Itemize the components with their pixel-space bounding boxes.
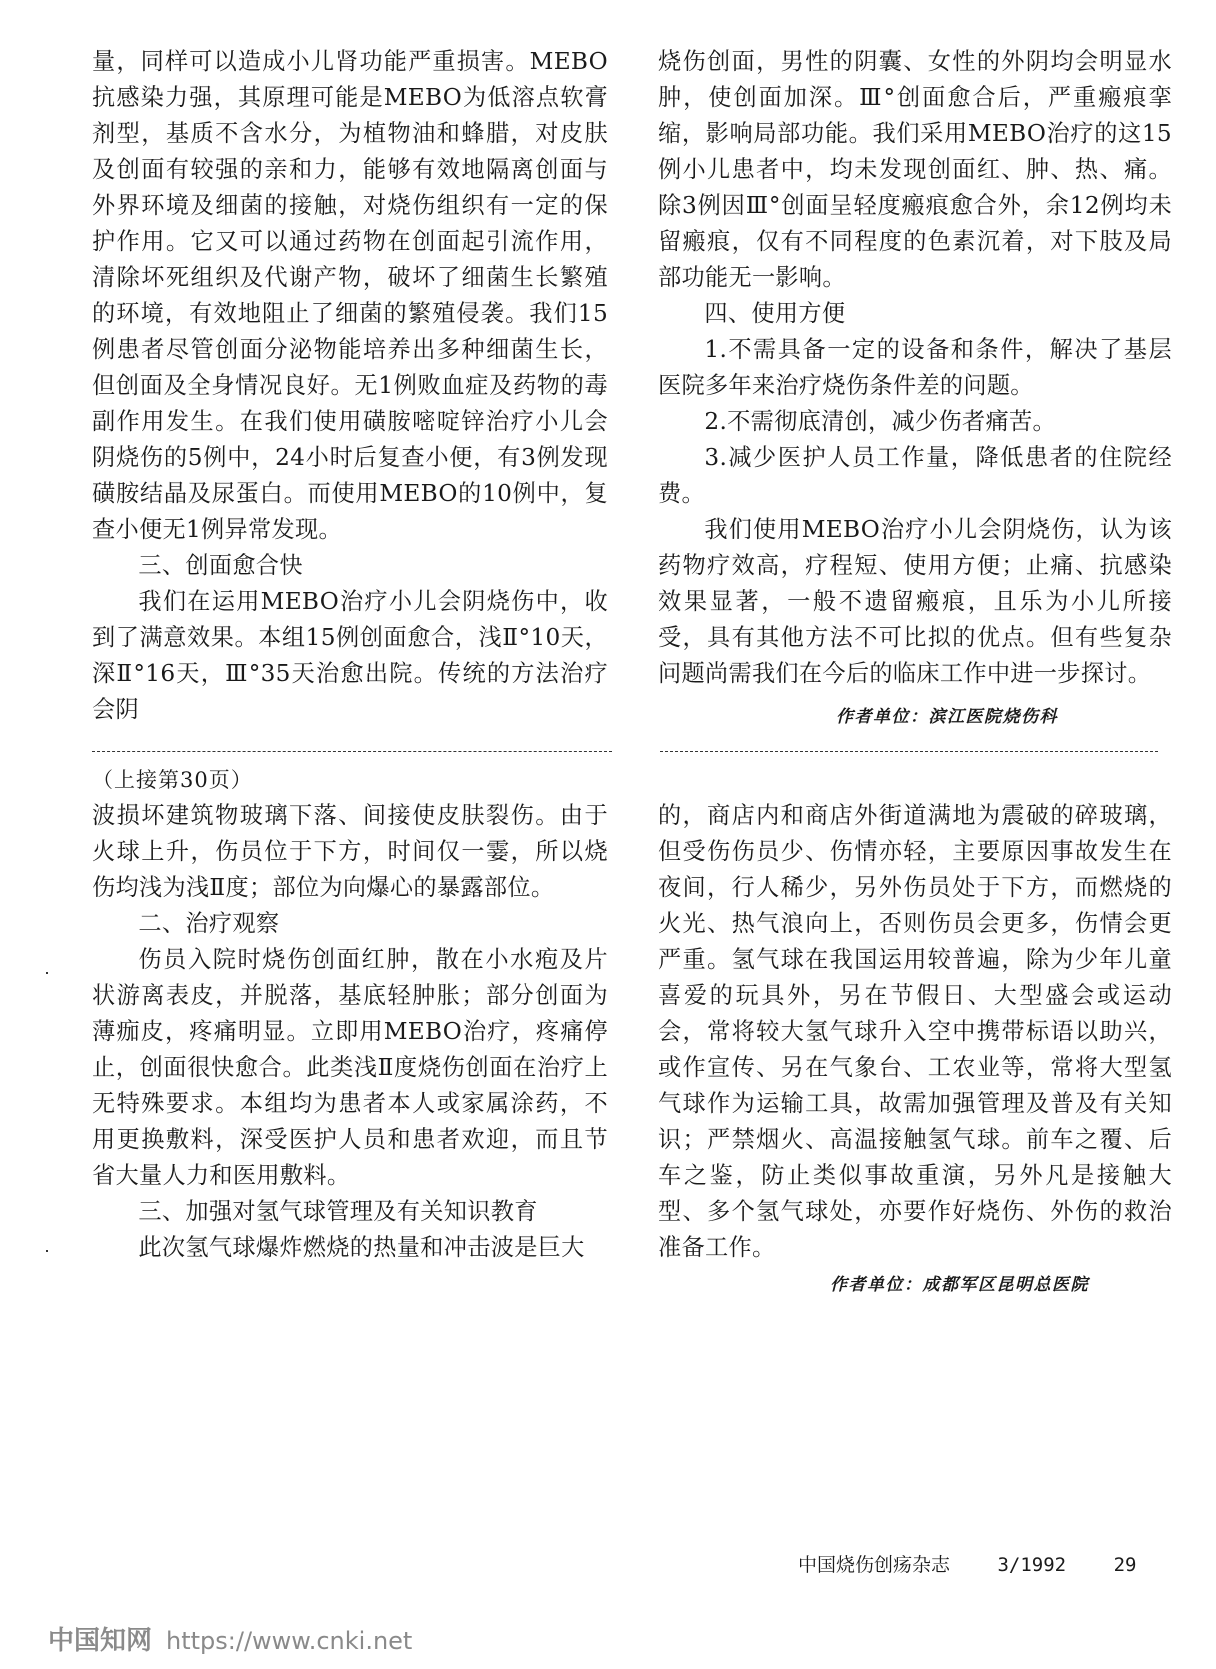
author-affiliation: 作者单位：滨江医院烧伤科	[836, 707, 1058, 727]
page-number: 29	[1113, 1554, 1137, 1576]
author-affiliation: 作者单位：成都军区昆明总医院	[830, 1275, 1089, 1295]
paragraph: 伤员入院时烧伤创面红肿，散在小水疱及片状游离表皮，并脱落，基底轻肿胀；部分创面为薄痂皮，疼痛明显。立即用MEBO治疗，疼痛停止，创面很快愈合。此类浅Ⅱ度烧伤创面在治疗上无特殊要求。本组均为患者本人或家属涂药，不用更换敷料，深受医护人员和患者欢迎，而且节省大量人力和医用敷料。	[92, 946, 608, 1189]
section-heading: 二、治疗观察	[138, 910, 280, 937]
top-left-column	[92, 44, 608, 728]
section-heading: 三、创面愈合快	[138, 552, 303, 579]
paragraph: 我们在运用MEBO治疗小儿会阴烧伤中，收到了满意效果。本组15例创面愈合，浅Ⅱ°10天，深Ⅱ°16天，Ⅲ°35天治愈出院。传统的方法治疗会阴	[92, 588, 608, 723]
issue-number: 3/1992	[997, 1554, 1067, 1576]
scan-speck	[46, 1250, 48, 1252]
paragraph: 的，商店内和商店外街道满地为震破的碎玻璃，但受伤伤员少、伤情亦轻，主要原因事故发生在夜间，行人稀少，另外伤员处于下方，而燃烧的火光、热气浪向上，否则伤员会更多，伤情会更严重。氢气球在我国运用较普遍，除为少年儿童喜爱的玩具外，另在节假日、大型盛会或运动会，常将较大氢气球升入空中携带标语以助兴，或作宣传、另在气象台、工农业等，常将大型氢气球作为运输工具，故需加强管理及普及有关知识；严禁烟火、高温接触氢气球。前车之覆、后车之鉴，防止类似事故重演，另外凡是接触大型、多个氢气球处，亦要作好烧伤、外伤的救治准备工作。	[658, 802, 1172, 1261]
section-divider	[92, 751, 612, 752]
watermark	[48, 1620, 412, 1657]
section-heading: 三、加强对氢气球管理及有关知识教育	[138, 1198, 538, 1225]
list-item: 1.不需具备一定的设备和条件，解决了基层医院多年来治疗烧伤条件差的问题。	[658, 336, 1172, 399]
bottom-right-column	[658, 798, 1172, 1266]
scan-speck	[46, 972, 48, 974]
continuation-note: （上接第30页）	[92, 768, 253, 792]
bottom-left-column	[92, 762, 608, 1266]
section-heading: 四、使用方便	[704, 300, 846, 327]
list-item: 3.减少医护人员工作量，降低患者的住院经费。	[658, 444, 1172, 507]
list-item: 2.不需彻底清创，减少伤者痛苦。	[704, 408, 1056, 435]
page-footer	[798, 1550, 1172, 1577]
journal-name: 中国烧伤创疡杂志	[798, 1554, 951, 1576]
paragraph: 烧伤创面，男性的阴囊、女性的外阴均会明显水肿，使创面加深。Ⅲ°创面愈合后，严重瘢痕挛缩，影响局部功能。我们采用MEBO治疗的这15例小儿患者中，均未发现创面红、肿、热、痛。除3例因Ⅲ°创面呈轻度瘢痕愈合外，余12例均未留瘢痕，仅有不同程度的色素沉着，对下肢及局部功能无一影响。	[658, 48, 1172, 291]
paragraph: 量，同样可以造成小儿肾功能严重损害。MEBO抗感染力强，其原理可能是MEBO为低溶点软膏剂型，基质不含水分，为植物油和蜂腊，对皮肤及创面有较强的亲和力，能够有效地隔离创面与外界环境及细菌的接触，对烧伤组织有一定的保护作用。它又可以通过药物在创面起引流作用，清除坏死组织及代谢产物，破坏了细菌生长繁殖的环境，有效地阻止了细菌的繁殖侵袭。我们15例患者尽管创面分泌物能培养出多种细菌生长，但创面及全身情况良好。无1例败血症及药物的毒副作用发生。在我们使用磺胺嘧啶锌治疗小儿会阴烧伤的5例中，24小时后复查小便，有3例发现磺胺结晶及尿蛋白。而使用MEBO的10例中，复查小便无1例异常发现。	[92, 48, 608, 543]
section-divider	[660, 751, 1158, 752]
paragraph: 此次氢气球爆炸燃烧的热量和冲击波是巨大	[138, 1234, 585, 1261]
watermark-brand: 中国知网	[48, 1626, 153, 1656]
top-right-column	[658, 44, 1172, 692]
paragraph: 我们使用MEBO治疗小儿会阴烧伤，认为该药物疗效高，疗程短、使用方便；止痛、抗感染效果显著，一般不遗留瘢痕，且乐为小儿所接受，具有其他方法不可比拟的优点。但有些复杂问题尚需我们在今后的临床工作中进一步探讨。	[658, 516, 1172, 687]
paragraph: 波损坏建筑物玻璃下落、间接使皮肤裂伤。由于火球上升，伤员位于下方，时间仅一霎，所以烧伤均浅为浅Ⅱ度；部位为向爆心的暴露部位。	[92, 802, 608, 901]
watermark-url: https://www.cnki.net	[166, 1627, 413, 1655]
